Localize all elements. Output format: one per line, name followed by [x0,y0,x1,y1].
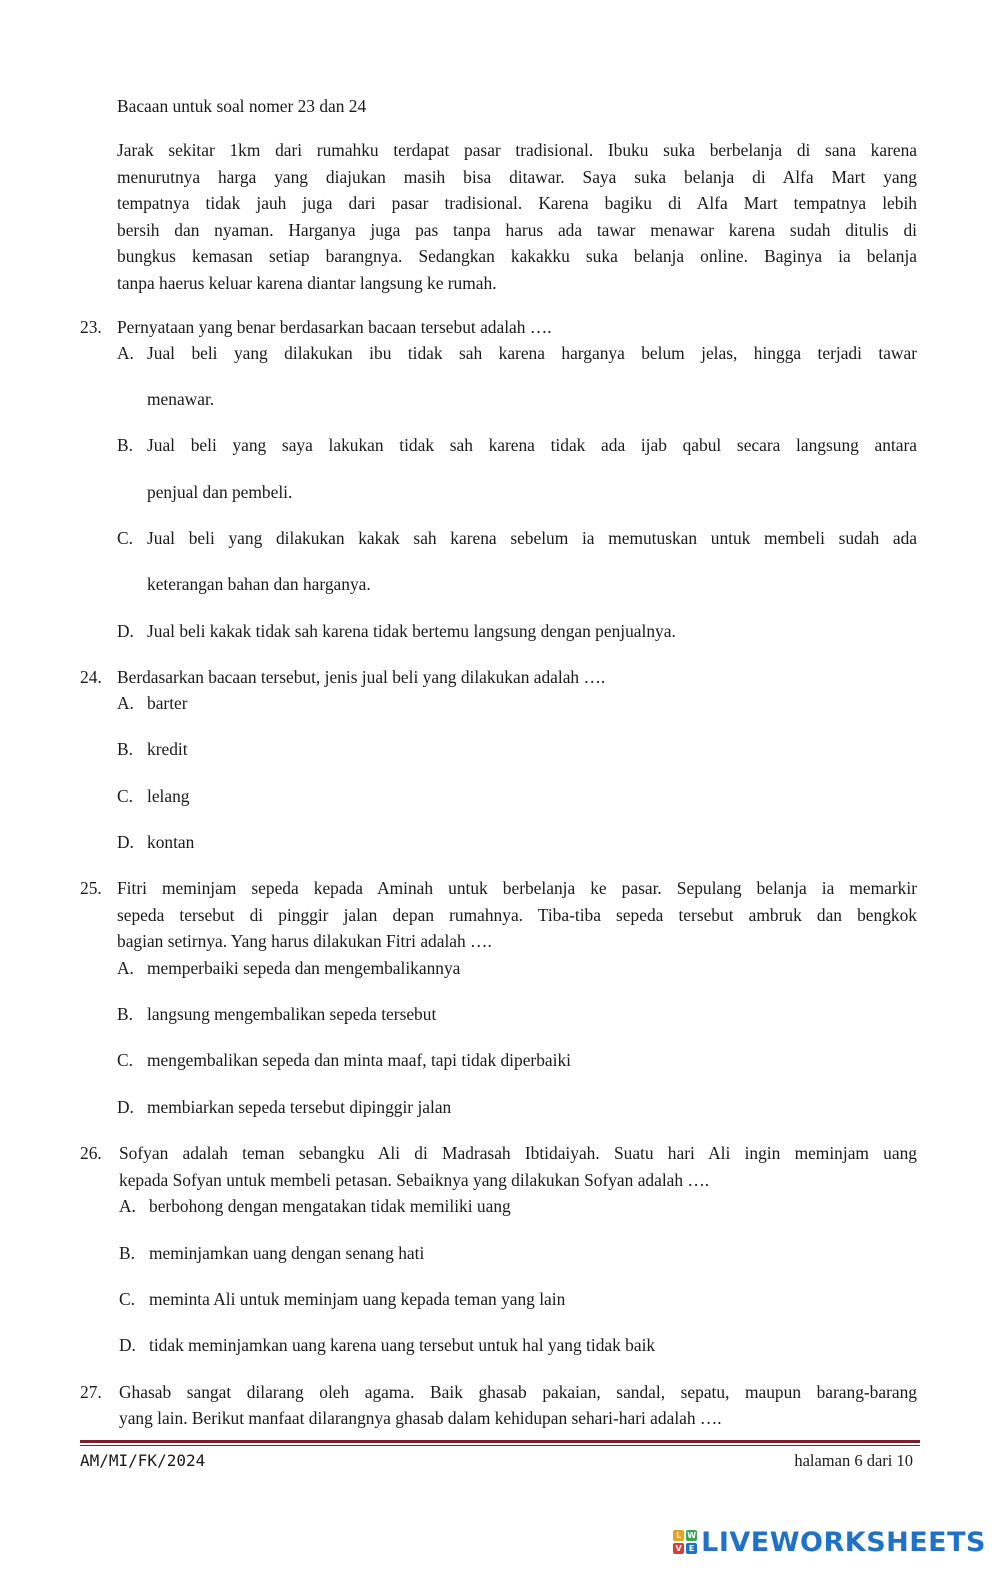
reading-line: tempatnya tidak jauh juga dari pasar tradisional. Karena bagiku di Alfa Mart tempatnya lebih [117,193,917,213]
option-letter[interactable]: D. [117,1097,134,1117]
reading-line: bersih dan nyaman. Harganya juga pas tanpa harus ada tawar menawar karena sudah ditulis di [117,220,917,240]
question-text: Pernyataan yang benar berdasarkan bacaan tersebut adalah …. [117,317,552,337]
option-text[interactable]: barter [147,693,188,713]
option-letter[interactable]: A. [117,693,134,713]
question-text: Berdasarkan bacaan tersebut, jenis jual beli yang dilakukan adalah …. [117,667,606,687]
option-letter[interactable]: B. [119,1243,135,1263]
option-letter[interactable]: C. [117,786,133,806]
option-text[interactable]: kontan [147,832,195,852]
question-text: yang lain. Berikut manfaat dilarangnya ghasab dalam kehidupan sehari-hari adalah …. [119,1408,722,1428]
option-text[interactable]: kredit [147,739,188,759]
question-number: 25. [80,878,102,898]
option-letter[interactable]: D. [117,832,134,852]
logo-tile: L [673,1530,684,1541]
option-letter[interactable]: D. [117,621,134,641]
logo-tile: E [686,1543,697,1554]
option-text[interactable]: Jual beli kakak tidak sah karena tidak bertemu langsung dengan penjualnya. [147,621,676,641]
document-code: AM/MI/FK/2024 [80,1451,206,1470]
option-letter[interactable]: B. [117,435,133,455]
reading-line: tanpa haerus keluar karena diantar langsung ke rumah. [117,273,497,293]
option-letter[interactable]: A. [117,958,134,978]
footer-rule [80,1440,920,1443]
question-text: Fitri meminjam sepeda kepada Aminah untuk berbelanja ke pasar. Sepulang belanja ia memarkir [117,878,917,898]
option-letter[interactable]: C. [119,1289,135,1309]
option-text[interactable]: Jual beli yang dilakukan kakak sah karena sebelum ia memutuskan untuk membeli sudah ada [147,528,917,548]
option-text[interactable]: keterangan bahan dan harganya. [147,574,371,594]
option-text[interactable]: membiarkan sepeda tersebut dipinggir jalan [147,1097,452,1117]
option-letter[interactable]: B. [117,739,133,759]
option-text[interactable]: langsung mengembalikan sepeda tersebut [147,1004,437,1024]
footer-rule [80,1445,920,1446]
option-letter[interactable]: C. [117,1050,133,1070]
option-text[interactable]: meminta Ali untuk meminjam uang kepada teman yang lain [149,1289,566,1309]
liveworksheets-logo[interactable] [673,1524,986,1560]
page-number: halaman 6 dari 10 [794,1451,913,1470]
option-text[interactable]: memperbaiki sepeda dan mengembalikannya [147,958,461,978]
option-letter[interactable]: D. [119,1335,136,1355]
option-text[interactable]: penjual dan pembeli. [147,482,293,502]
option-letter[interactable]: B. [117,1004,133,1024]
option-text[interactable]: Jual beli yang dilakukan ibu tidak sah karena harganya belum jelas, hingga terjadi tawar [147,343,917,363]
liveworksheets-logo-icon [673,1530,697,1554]
option-letter[interactable]: A. [117,343,134,363]
option-text[interactable]: lelang [147,786,190,806]
liveworksheets-wordmark: LIVEWORKSHEETS [701,1526,986,1558]
question-number: 23. [80,317,102,337]
option-text[interactable]: Jual beli yang saya lakukan tidak sah karena tidak ada ijab qabul secara langsung antara [147,435,917,455]
question-text: bagian setirnya. Yang harus dilakukan Fitri adalah …. [117,931,492,951]
option-text[interactable]: menawar. [147,389,215,409]
option-text[interactable]: tidak meminjamkan uang karena uang tersebut untuk hal yang tidak baik [149,1335,656,1355]
question-text: Sofyan adalah teman sebangku Ali di Madrasah Ibtidaiyah. Suatu hari Ali ingin meminjam uang [119,1143,917,1163]
question-number: 24. [80,667,102,687]
option-text[interactable]: meminjamkan uang dengan senang hati [149,1243,425,1263]
reading-heading: Bacaan untuk soal nomer 23 dan 24 [117,96,367,116]
option-text[interactable]: berbohong dengan mengatakan tidak memiliki uang [149,1196,511,1216]
option-text[interactable]: mengembalikan sepeda dan minta maaf, tapi tidak diperbaiki [147,1050,571,1070]
reading-line: bungkus kemasan setiap barangnya. Sedangkan kakakku suka belanja online. Baginya ia belanja [117,246,917,266]
question-text: sepeda tersebut di pinggir jalan depan rumahnya. Tiba-tiba sepeda tersebut ambruk dan bengkok [117,905,917,925]
logo-tile: V [673,1543,684,1554]
reading-line: Jarak sekitar 1km dari rumahku terdapat pasar tradisional. Ibuku suka berbelanja di sana karena [117,140,917,160]
question-text: Ghasab sangat dilarang oleh agama. Baik ghasab pakaian, sandal, sepatu, maupun barang-barang [119,1382,917,1402]
question-text: kepada Sofyan untuk membeli petasan. Sebaiknya yang dilakukan Sofyan adalah …. [119,1170,710,1190]
question-number: 26. [80,1143,102,1163]
question-number: 27. [80,1382,102,1402]
logo-tile: W [687,1531,697,1540]
option-letter[interactable]: C. [117,528,133,548]
reading-line: menurutnya harga yang diajukan masih bisa ditawar. Saya suka belanja di Alfa Mart yang [117,167,917,187]
option-letter[interactable]: A. [119,1196,136,1216]
